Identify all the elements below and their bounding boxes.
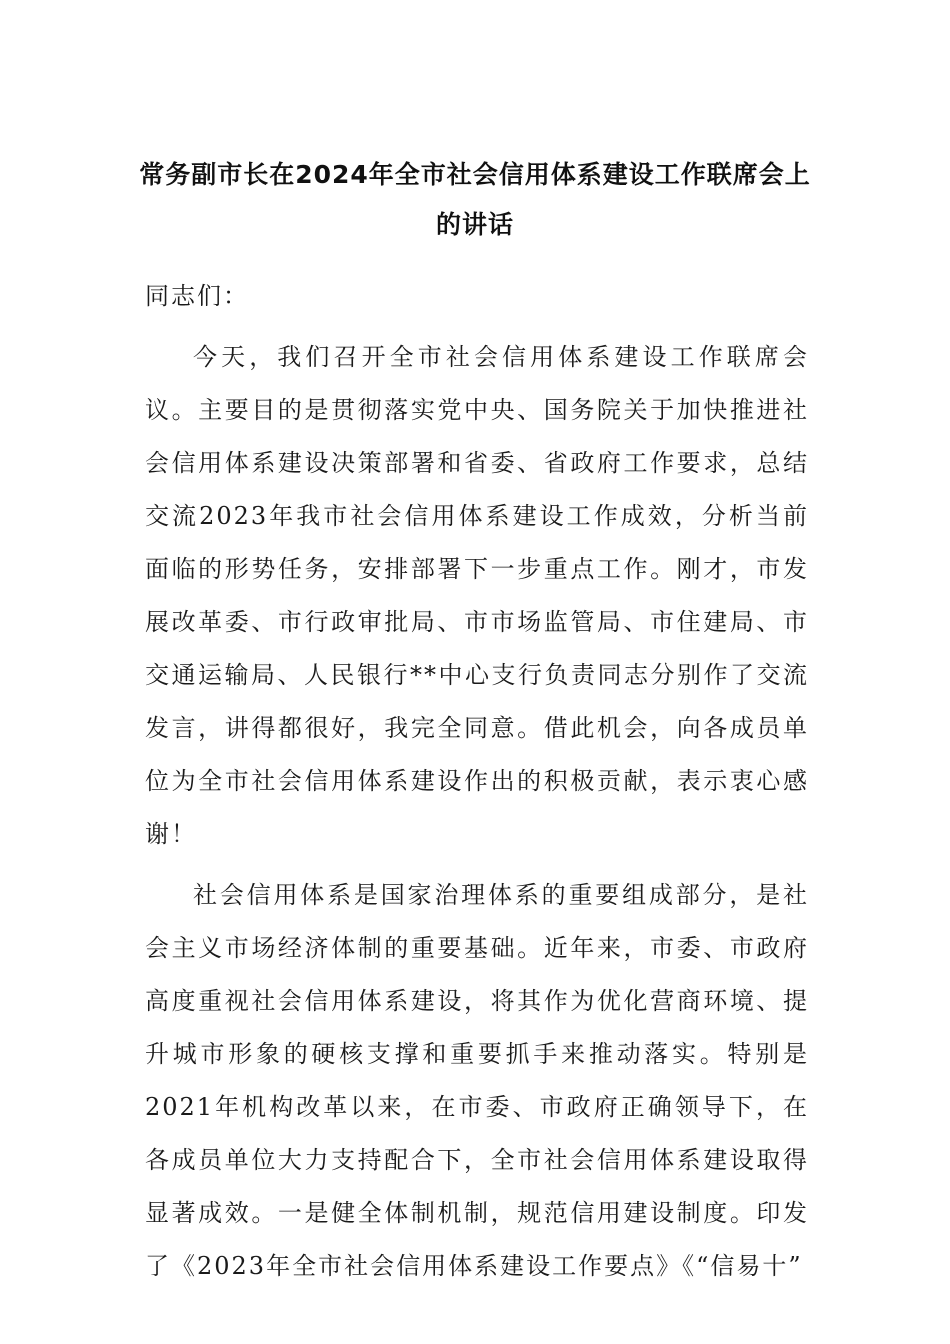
- paragraph-1: 今天，我们召开全市社会信用体系建设工作联席会议。主要目的是贯彻落实党中央、国务院关于加快推进社会信用体系建设决策部署和省委、省政府工作要求，总结交流2023年我市社会信用体系建设工作成效，分析当前面临的形势任务，安排部署下一步重点工作。刚才，市发展改革委、市行政审批局、市市场监管局、市住建局、市交通运输局、人民银行**中心支行负责同志分别作了交流发言，讲得都很好，我完全同意。借此机会，向各成员单位为全市社会信用体系建设作出的积极贡献，表示衷心感谢！: [145, 343, 809, 848]
- document-title: [100, 150, 850, 250]
- paragraph-2: 社会信用体系是国家治理体系的重要组成部分，是社会主义市场经济体制的重要基础。近年来，市委、市政府高度重视社会信用体系建设，将其作为优化营商环境、提升城市形象的硬核支撑和重要抓手来推动落实。特别是2021年机构改革以来，在市委、市政府正确领导下，在各成员单位大力支持配合下，全市社会信用体系建设取得显著成效。一是健全体制机制，规范信用建设制度。印发了《2023年全市社会信用体系建设工作要点》《“信易十”: [145, 881, 809, 1280]
- title-line-2: 的讲话: [435, 210, 514, 239]
- document-body: [145, 270, 809, 1293]
- title-line-1: 常务副市长在2024年全市社会信用体系建设工作联席会上: [139, 160, 811, 189]
- salutation: 同志们：: [145, 282, 249, 310]
